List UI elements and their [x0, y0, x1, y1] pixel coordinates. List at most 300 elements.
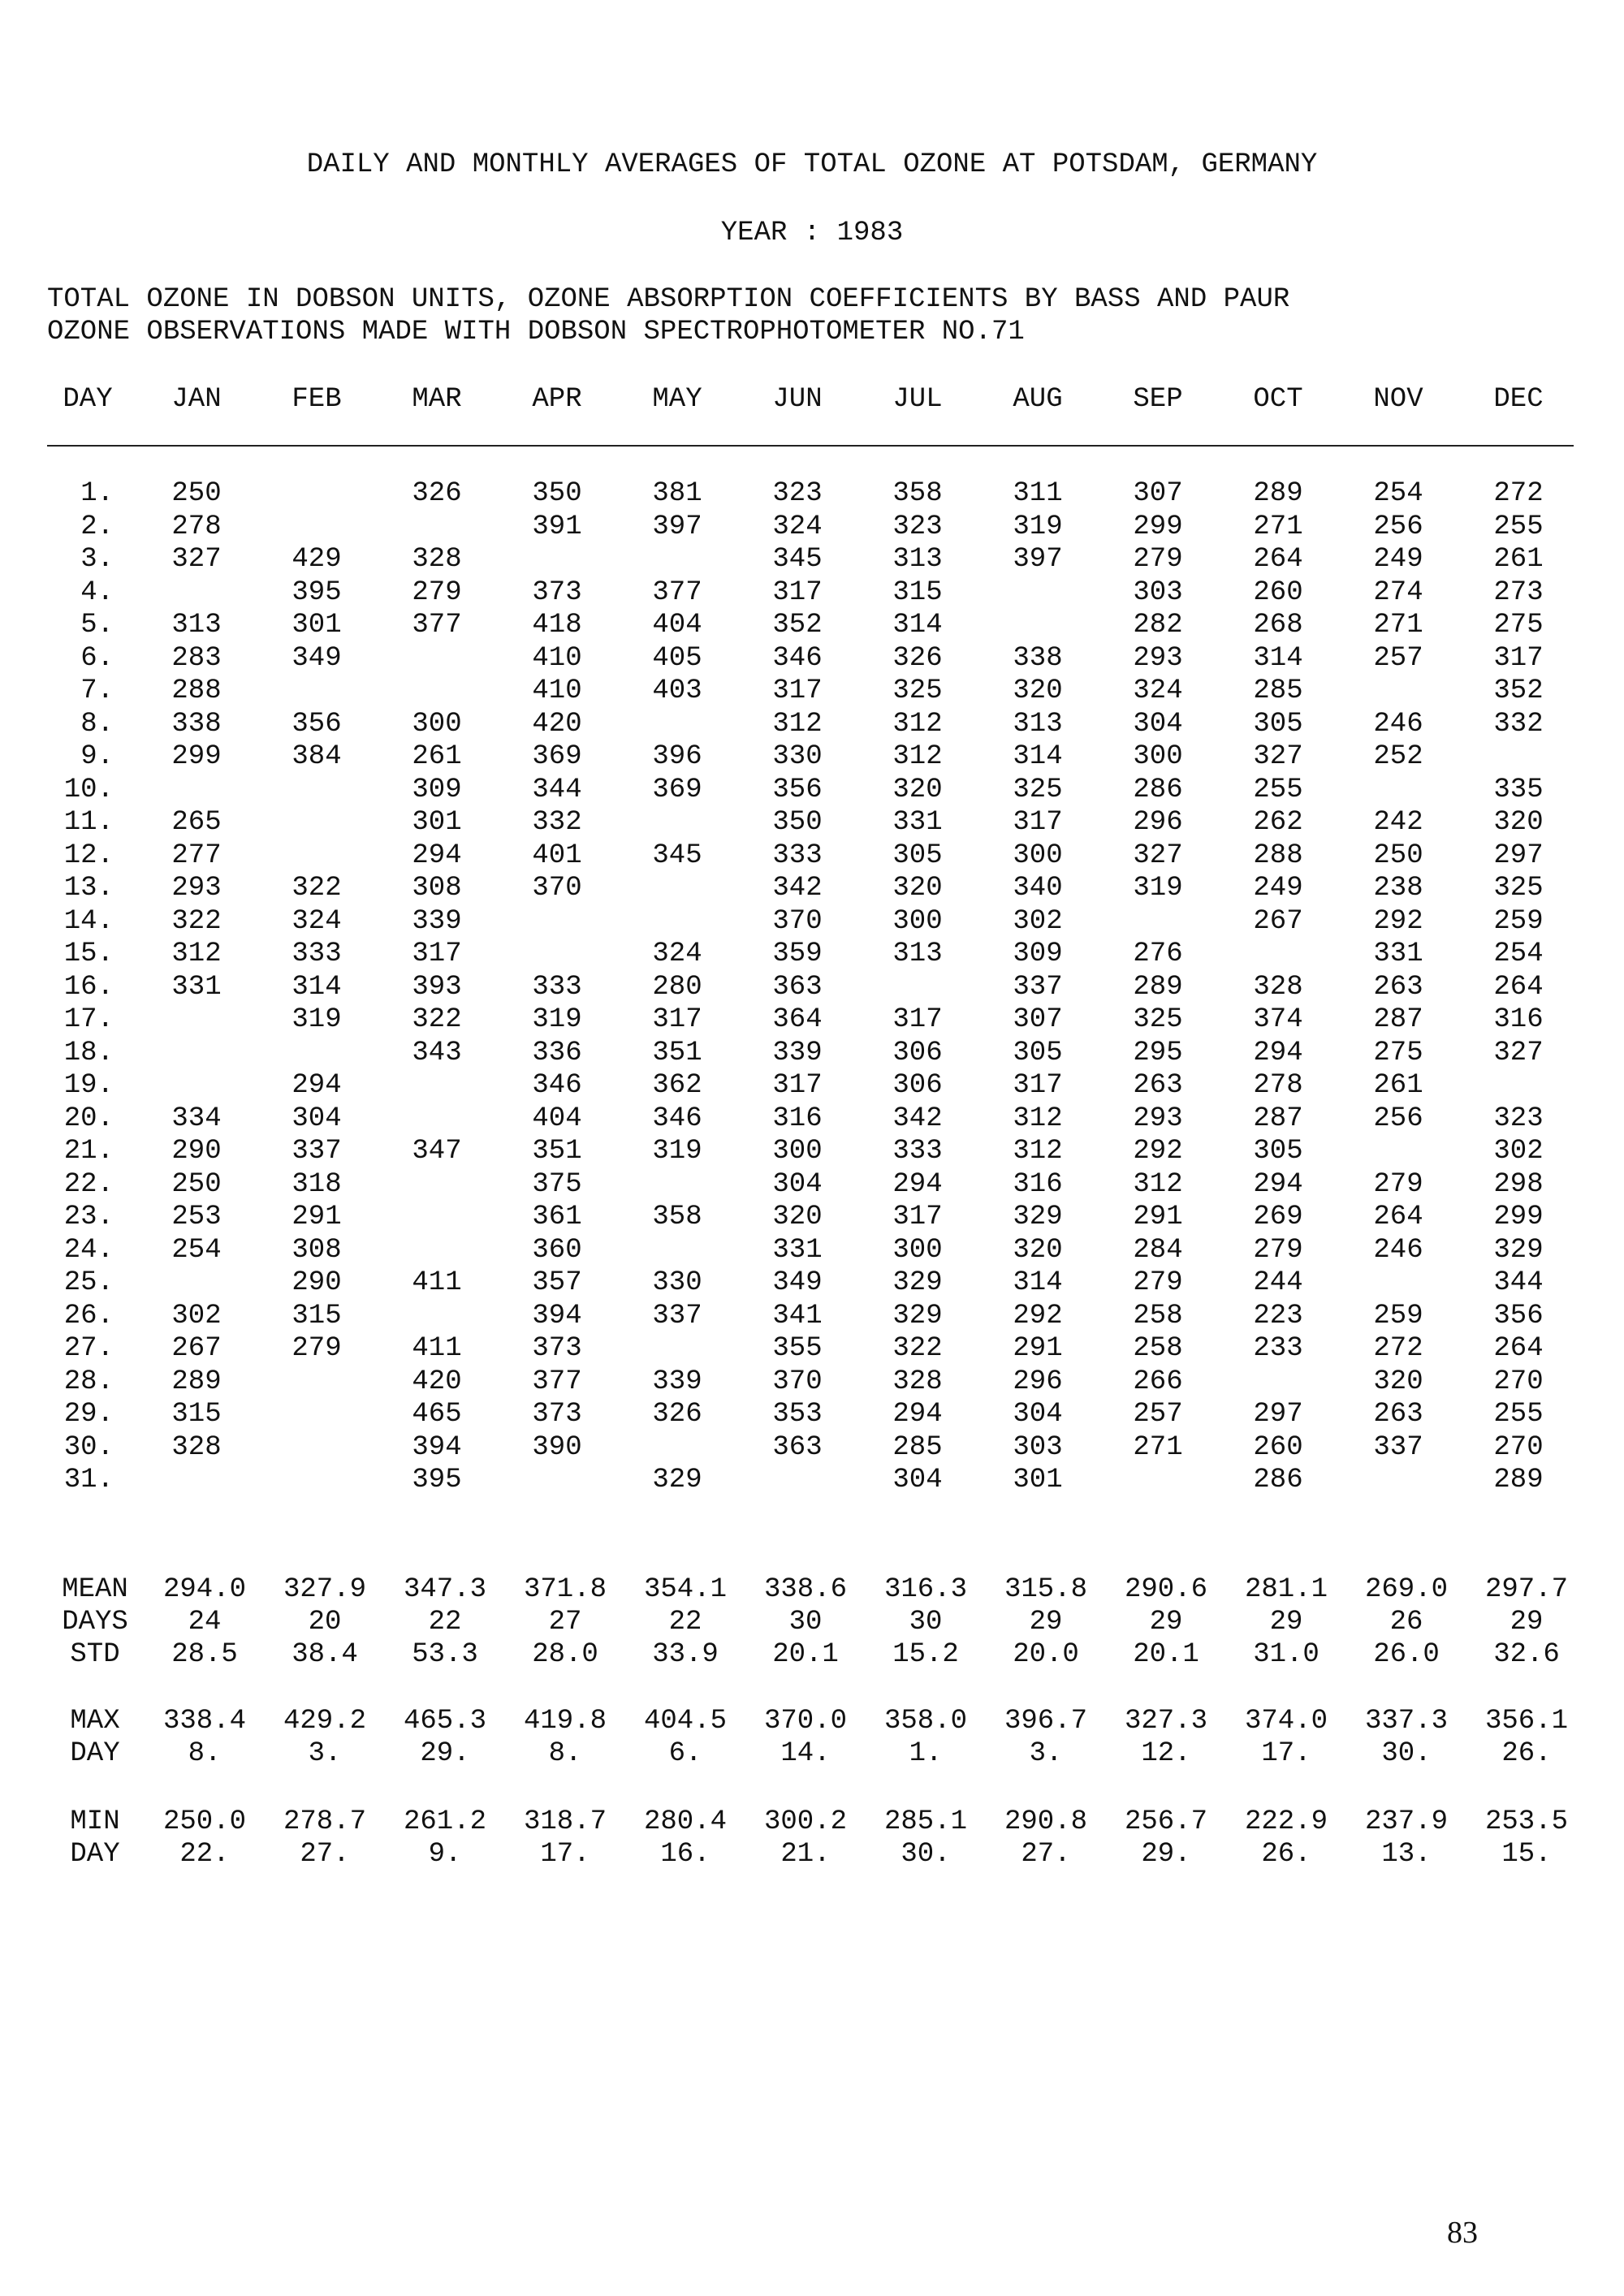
- table-cell: 298: [1493, 1169, 1544, 1200]
- table-cell: 289: [1133, 972, 1183, 1003]
- day-label: 23.: [63, 1202, 114, 1232]
- table-cell: 306: [892, 1038, 943, 1068]
- summary-cell: 22: [668, 1607, 702, 1638]
- table-cell: 363: [772, 972, 823, 1003]
- header-day: DAY: [63, 384, 113, 415]
- table-cell: 315: [892, 577, 943, 608]
- table-cell: 287: [1253, 1103, 1303, 1134]
- table-cell: 289: [1253, 478, 1303, 509]
- table-cell: 384: [292, 741, 342, 772]
- table-cell: 263: [1133, 1070, 1183, 1101]
- table-cell: 331: [772, 1235, 823, 1266]
- table-cell: 395: [412, 1465, 462, 1495]
- summary-cell: 404.5: [643, 1706, 728, 1737]
- summary-row: [0, 1806, 1624, 1838]
- table-cell: 352: [1493, 675, 1544, 706]
- table-cell: 254: [171, 1235, 222, 1266]
- table-cell: 377: [652, 577, 702, 608]
- day-label: 19.: [63, 1070, 114, 1101]
- table-cell: 300: [412, 709, 462, 740]
- table-row: [0, 609, 1624, 641]
- day-label: 30.: [63, 1432, 114, 1463]
- table-cell: 320: [1493, 807, 1544, 838]
- table-row: [0, 642, 1624, 675]
- table-cell: 329: [892, 1301, 943, 1331]
- summary-cell: 285.1: [883, 1806, 968, 1837]
- table-cell: 279: [1133, 1267, 1183, 1298]
- table-cell: 360: [532, 1235, 582, 1266]
- table-cell: 305: [892, 840, 943, 871]
- table-header: [0, 383, 1624, 416]
- table-cell: 291: [292, 1202, 342, 1232]
- summary-row: [0, 1638, 1624, 1671]
- table-cell: 397: [652, 511, 702, 542]
- summary-cell: 419.8: [523, 1706, 607, 1737]
- table-cell: 260: [1253, 1432, 1303, 1463]
- day-label: 16.: [63, 972, 114, 1003]
- table-cell: 465: [412, 1399, 462, 1430]
- table-cell: 267: [171, 1333, 222, 1364]
- summary-cell: 338.6: [763, 1574, 848, 1605]
- table-cell: 259: [1373, 1301, 1423, 1331]
- table-cell: 333: [892, 1136, 943, 1167]
- table-cell: 280: [652, 972, 702, 1003]
- table-cell: 267: [1253, 906, 1303, 937]
- table-cell: 303: [1013, 1432, 1063, 1463]
- table-cell: 305: [1013, 1038, 1063, 1068]
- table-row: [0, 1135, 1624, 1167]
- table-cell: 302: [171, 1301, 222, 1331]
- table-cell: 242: [1373, 807, 1423, 838]
- table-cell: 296: [1013, 1366, 1063, 1397]
- table-row: [0, 511, 1624, 543]
- summary-cell: 374.0: [1244, 1706, 1328, 1737]
- table-cell: 258: [1133, 1333, 1183, 1364]
- table-cell: 317: [892, 1004, 943, 1035]
- summary-cell: 14.: [780, 1738, 831, 1769]
- table-cell: 272: [1373, 1333, 1423, 1364]
- table-cell: 363: [772, 1432, 823, 1463]
- table-cell: 279: [1373, 1169, 1423, 1200]
- table-cell: 333: [532, 972, 582, 1003]
- table-cell: 397: [1013, 544, 1063, 575]
- table-row: [0, 905, 1624, 938]
- table-cell: 323: [772, 478, 823, 509]
- summary-cell: 30: [788, 1607, 823, 1638]
- table-cell: 289: [171, 1366, 222, 1397]
- table-row: [0, 675, 1624, 707]
- header-month: FEB: [292, 384, 342, 415]
- table-cell: 319: [652, 1136, 702, 1167]
- table-cell: 312: [892, 741, 943, 772]
- table-cell: 292: [1373, 906, 1423, 937]
- table-row: [0, 1398, 1624, 1431]
- table-cell: 294: [892, 1399, 943, 1430]
- summary-cell: 22.: [179, 1839, 230, 1870]
- table-cell: 319: [1013, 511, 1063, 542]
- table-cell: 279: [1133, 544, 1183, 575]
- table-cell: 285: [1253, 675, 1303, 706]
- summary-label: DAY: [70, 1839, 120, 1870]
- table-cell: 316: [772, 1103, 823, 1134]
- table-cell: 356: [292, 709, 342, 740]
- summary-cell: 8.: [548, 1738, 582, 1769]
- table-cell: 314: [1013, 1267, 1063, 1298]
- table-cell: 359: [772, 939, 823, 969]
- summary-cell: 297.7: [1484, 1574, 1569, 1605]
- table-cell: 314: [1013, 741, 1063, 772]
- day-label: 13.: [63, 873, 114, 904]
- table-cell: 304: [1013, 1399, 1063, 1430]
- table-cell: 358: [892, 478, 943, 509]
- day-label: 11.: [63, 807, 114, 838]
- table-cell: 420: [412, 1366, 462, 1397]
- table-row: [0, 872, 1624, 904]
- summary-label: STD: [70, 1639, 120, 1670]
- table-cell: 405: [652, 643, 702, 674]
- table-cell: 322: [171, 906, 222, 937]
- table-cell: 271: [1373, 610, 1423, 641]
- table-cell: 313: [892, 939, 943, 969]
- header-month: OCT: [1253, 384, 1303, 415]
- header-month: JUN: [772, 384, 823, 415]
- day-label: 10.: [63, 775, 114, 805]
- table-cell: 312: [1013, 1136, 1063, 1167]
- summary-cell: 253.5: [1484, 1806, 1569, 1837]
- table-cell: 312: [892, 709, 943, 740]
- table-cell: 238: [1373, 873, 1423, 904]
- table-cell: 299: [1493, 1202, 1544, 1232]
- table-cell: 345: [652, 840, 702, 871]
- summary-cell: 33.9: [652, 1639, 719, 1670]
- table-cell: 312: [1013, 1103, 1063, 1134]
- table-row: [0, 1300, 1624, 1332]
- table-cell: 314: [1253, 643, 1303, 674]
- table-cell: 320: [892, 775, 943, 805]
- table-cell: 322: [412, 1004, 462, 1035]
- table-cell: 375: [532, 1169, 582, 1200]
- table-cell: 263: [1373, 972, 1423, 1003]
- table-row: [0, 1464, 1624, 1496]
- table-cell: 244: [1253, 1267, 1303, 1298]
- table-cell: 296: [1133, 807, 1183, 838]
- table-cell: 317: [652, 1004, 702, 1035]
- table-cell: 317: [772, 577, 823, 608]
- header-month: SEP: [1133, 384, 1183, 415]
- table-cell: 307: [1013, 1004, 1063, 1035]
- table-cell: 316: [1013, 1169, 1063, 1200]
- summary-cell: 22: [428, 1607, 462, 1638]
- table-cell: 313: [171, 610, 222, 641]
- table-cell: 339: [652, 1366, 702, 1397]
- day-label: 2.: [80, 511, 114, 542]
- table-cell: 404: [652, 610, 702, 641]
- table-cell: 330: [772, 741, 823, 772]
- summary-cell: 27.: [300, 1839, 350, 1870]
- table-cell: 297: [1493, 840, 1544, 871]
- table-cell: 364: [772, 1004, 823, 1035]
- summary-cell: 222.9: [1244, 1806, 1328, 1837]
- summary-cell: 32.6: [1493, 1639, 1560, 1670]
- table-cell: 312: [171, 939, 222, 969]
- table-cell: 295: [1133, 1038, 1183, 1068]
- table-cell: 346: [652, 1103, 702, 1134]
- summary-cell: 26.: [1261, 1839, 1311, 1870]
- table-cell: 329: [1493, 1235, 1544, 1266]
- table-cell: 294: [292, 1070, 342, 1101]
- table-cell: 362: [652, 1070, 702, 1101]
- day-label: 6.: [80, 643, 114, 674]
- table-cell: 290: [292, 1267, 342, 1298]
- summary-cell: 26.: [1501, 1738, 1552, 1769]
- table-cell: 352: [772, 610, 823, 641]
- table-row: [0, 543, 1624, 576]
- table-cell: 304: [292, 1103, 342, 1134]
- table-cell: 429: [292, 544, 342, 575]
- summary-label: DAYS: [62, 1607, 128, 1638]
- table-cell: 357: [532, 1267, 582, 1298]
- table-cell: 301: [1013, 1465, 1063, 1495]
- table-cell: 294: [1253, 1169, 1303, 1200]
- table-cell: 403: [652, 675, 702, 706]
- summary-cell: 30.: [1381, 1738, 1432, 1769]
- table-cell: 233: [1253, 1333, 1303, 1364]
- table-cell: 273: [1493, 577, 1544, 608]
- table-cell: 341: [772, 1301, 823, 1331]
- table-cell: 314: [892, 610, 943, 641]
- table-cell: 373: [532, 1333, 582, 1364]
- table-cell: 270: [1493, 1432, 1544, 1463]
- table-cell: 326: [652, 1399, 702, 1430]
- table-cell: 337: [292, 1136, 342, 1167]
- header-month: MAR: [412, 384, 462, 415]
- summary-cell: 315.8: [1004, 1574, 1088, 1605]
- table-cell: 324: [1133, 675, 1183, 706]
- table-cell: 344: [1493, 1267, 1544, 1298]
- summary-cell: 29: [1029, 1607, 1063, 1638]
- day-label: 21.: [63, 1136, 114, 1167]
- table-cell: 319: [532, 1004, 582, 1035]
- summary-cell: 29: [1510, 1607, 1544, 1638]
- table-cell: 259: [1493, 906, 1544, 937]
- summary-cell: 13.: [1381, 1839, 1432, 1870]
- table-cell: 308: [412, 873, 462, 904]
- table-cell: 272: [1493, 478, 1544, 509]
- table-cell: 297: [1253, 1399, 1303, 1430]
- table-cell: 346: [772, 643, 823, 674]
- table-cell: 418: [532, 610, 582, 641]
- table-cell: 331: [171, 972, 222, 1003]
- summary-cell: 280.4: [643, 1806, 728, 1837]
- table-cell: 370: [532, 873, 582, 904]
- table-cell: 304: [892, 1465, 943, 1495]
- summary-cell: 347.3: [403, 1574, 487, 1605]
- table-cell: 299: [1133, 511, 1183, 542]
- table-cell: 370: [772, 1366, 823, 1397]
- table-row: [0, 1069, 1624, 1102]
- summary-cell: 290.8: [1004, 1806, 1088, 1837]
- table-cell: 290: [171, 1136, 222, 1167]
- table-row: [0, 1103, 1624, 1135]
- table-cell: 269: [1253, 1202, 1303, 1232]
- table-cell: 306: [892, 1070, 943, 1101]
- table-cell: 253: [171, 1202, 222, 1232]
- table-cell: 301: [412, 807, 462, 838]
- table-cell: 324: [292, 906, 342, 937]
- table-cell: 327: [171, 544, 222, 575]
- table-row: [0, 1168, 1624, 1201]
- table-cell: 358: [652, 1202, 702, 1232]
- header-month: NOV: [1373, 384, 1423, 415]
- summary-cell: 327.9: [283, 1574, 367, 1605]
- table-cell: 246: [1373, 709, 1423, 740]
- table-cell: 331: [892, 807, 943, 838]
- header-divider: [47, 445, 1574, 447]
- table-cell: 256: [1373, 511, 1423, 542]
- table-cell: 292: [1013, 1301, 1063, 1331]
- table-cell: 353: [772, 1399, 823, 1430]
- table-cell: 294: [1253, 1038, 1303, 1068]
- table-cell: 314: [292, 972, 342, 1003]
- table-cell: 254: [1493, 939, 1544, 969]
- table-cell: 311: [1013, 478, 1063, 509]
- summary-cell: 29.: [420, 1738, 470, 1769]
- summary-cell: 20.1: [772, 1639, 839, 1670]
- table-cell: 322: [892, 1333, 943, 1364]
- table-cell: 339: [772, 1038, 823, 1068]
- table-row: [0, 971, 1624, 1003]
- summary-cell: 24: [188, 1607, 222, 1638]
- table-cell: 264: [1493, 1333, 1544, 1364]
- table-cell: 323: [892, 511, 943, 542]
- table-cell: 303: [1133, 577, 1183, 608]
- summary-cell: 26.0: [1373, 1639, 1440, 1670]
- table-cell: 279: [1253, 1235, 1303, 1266]
- table-cell: 300: [1133, 741, 1183, 772]
- table-cell: 339: [412, 906, 462, 937]
- table-cell: 252: [1373, 741, 1423, 772]
- summary-label: MAX: [70, 1706, 120, 1737]
- table-cell: 377: [532, 1366, 582, 1397]
- table-cell: 324: [652, 939, 702, 969]
- summary-cell: 30: [909, 1607, 943, 1638]
- table-cell: 266: [1133, 1366, 1183, 1397]
- summary-cell: 1.: [909, 1738, 943, 1769]
- table-cell: 338: [1013, 643, 1063, 674]
- day-label: 17.: [63, 1004, 114, 1035]
- table-cell: 304: [772, 1169, 823, 1200]
- summary-cell: 15.2: [892, 1639, 959, 1670]
- table-cell: 278: [1253, 1070, 1303, 1101]
- table-cell: 374: [1253, 1004, 1303, 1035]
- table-cell: 396: [652, 741, 702, 772]
- summary-cell: 12.: [1141, 1738, 1191, 1769]
- summary-cell: 300.2: [763, 1806, 848, 1837]
- table-cell: 328: [1253, 972, 1303, 1003]
- table-cell: 351: [532, 1136, 582, 1167]
- table-cell: 307: [1133, 478, 1183, 509]
- summary-cell: 429.2: [283, 1706, 367, 1737]
- table-cell: 250: [171, 1169, 222, 1200]
- table-cell: 223: [1253, 1301, 1303, 1331]
- summary-row: [0, 1606, 1624, 1638]
- summary-cell: 20.0: [1013, 1639, 1079, 1670]
- year-line: YEAR : 1983: [720, 218, 904, 248]
- summary-cell: 370.0: [763, 1706, 848, 1737]
- table-cell: 344: [532, 775, 582, 805]
- table-cell: 260: [1253, 577, 1303, 608]
- summary-cell: 358.0: [883, 1706, 968, 1737]
- table-cell: 401: [532, 840, 582, 871]
- day-label: 15.: [63, 939, 114, 969]
- day-label: 3.: [80, 544, 114, 575]
- table-cell: 323: [1493, 1103, 1544, 1134]
- table-cell: 328: [892, 1366, 943, 1397]
- table-cell: 283: [171, 643, 222, 674]
- table-row: [0, 477, 1624, 510]
- table-cell: 343: [412, 1038, 462, 1068]
- summary-cell: 29: [1149, 1607, 1183, 1638]
- summary-cell: 20.1: [1133, 1639, 1199, 1670]
- table-row: [0, 1234, 1624, 1267]
- summary-cell: 356.1: [1484, 1706, 1569, 1737]
- table-cell: 394: [412, 1432, 462, 1463]
- table-cell: 326: [892, 643, 943, 674]
- day-label: 4.: [80, 577, 114, 608]
- summary-cell: 316.3: [883, 1574, 968, 1605]
- header-month: DEC: [1493, 384, 1544, 415]
- table-cell: 345: [772, 544, 823, 575]
- summary-cell: 6.: [668, 1738, 702, 1769]
- table-cell: 320: [772, 1202, 823, 1232]
- summary-cell: 278.7: [283, 1806, 367, 1837]
- day-label: 14.: [63, 906, 114, 937]
- summary-cell: 31.0: [1253, 1639, 1320, 1670]
- table-cell: 282: [1133, 610, 1183, 641]
- table-cell: 309: [1013, 939, 1063, 969]
- summary-cell: 338.4: [162, 1706, 247, 1737]
- table-cell: 329: [652, 1465, 702, 1495]
- table-cell: 313: [1013, 709, 1063, 740]
- table-cell: 257: [1373, 643, 1423, 674]
- summary-cell: 354.1: [643, 1574, 728, 1605]
- table-cell: 335: [1493, 775, 1544, 805]
- table-cell: 274: [1373, 577, 1423, 608]
- summary-cell: 29: [1269, 1607, 1303, 1638]
- table-cell: 315: [292, 1301, 342, 1331]
- table-cell: 264: [1493, 972, 1544, 1003]
- summary-cell: 28.5: [171, 1639, 238, 1670]
- summary-cell: 337.3: [1364, 1706, 1449, 1737]
- table-row: [0, 740, 1624, 773]
- day-label: 25.: [63, 1267, 114, 1298]
- table-cell: 257: [1133, 1399, 1183, 1430]
- table-cell: 373: [532, 1399, 582, 1430]
- table-row: [0, 1332, 1624, 1365]
- table-cell: 305: [1253, 709, 1303, 740]
- table-cell: 338: [171, 709, 222, 740]
- table-cell: 271: [1253, 511, 1303, 542]
- table-cell: 342: [772, 873, 823, 904]
- summary-cell: 290.6: [1124, 1574, 1208, 1605]
- table-cell: 261: [412, 741, 462, 772]
- table-cell: 249: [1373, 544, 1423, 575]
- table-cell: 268: [1253, 610, 1303, 641]
- summary-cell: 29.: [1141, 1839, 1191, 1870]
- header-month: AUG: [1013, 384, 1063, 415]
- day-label: 29.: [63, 1399, 114, 1430]
- page-title: DAILY AND MONTHLY AVERAGES OF TOTAL OZONE AT POTSDAM, GERMANY: [306, 149, 1318, 180]
